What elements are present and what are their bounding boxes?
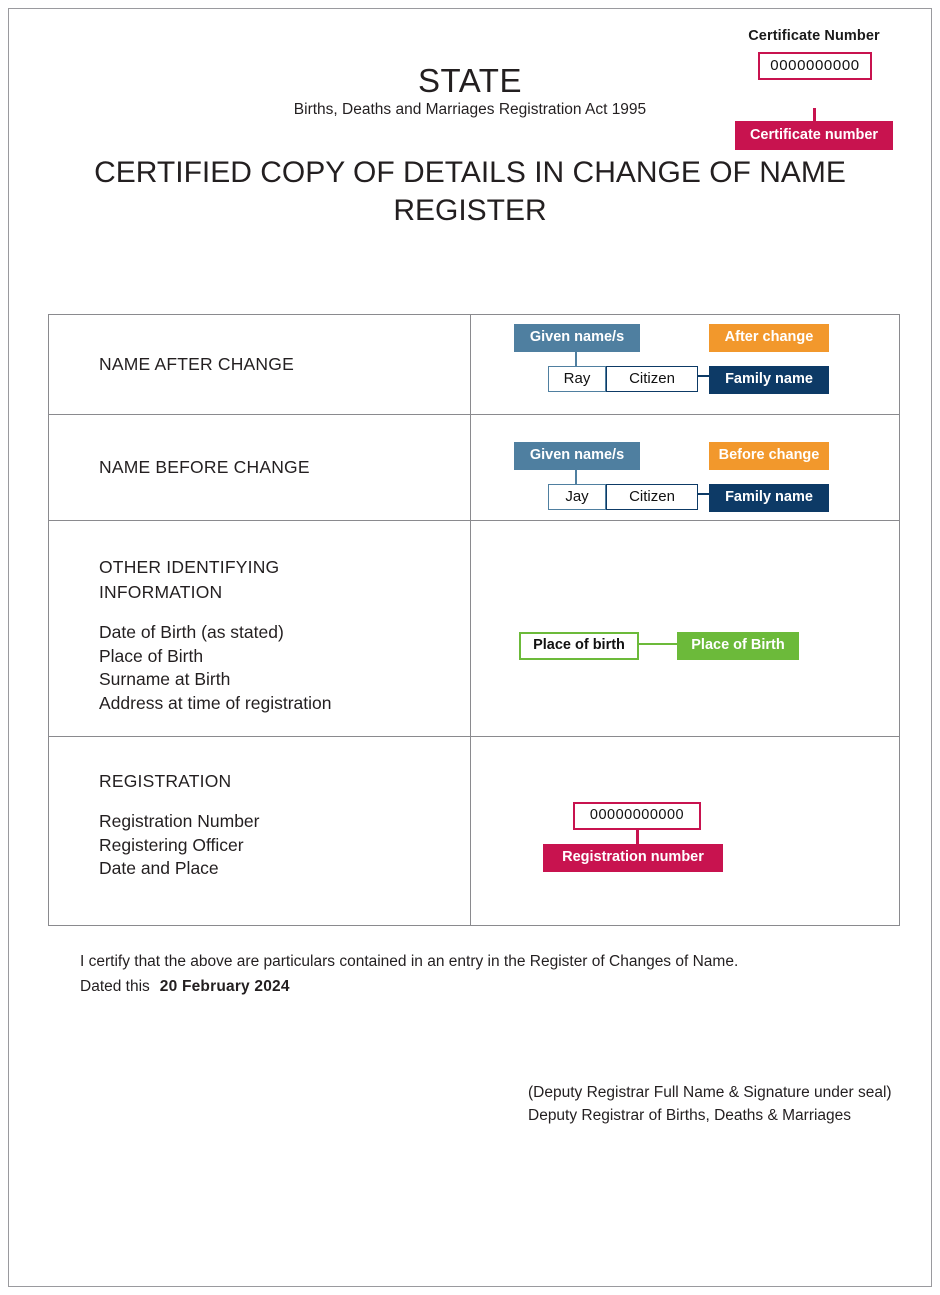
registration-item: Registering Officer <box>99 834 244 855</box>
signature-caption: (Deputy Registrar Full Name & Signature under seal) <box>528 1084 892 1101</box>
row-label-cell <box>49 415 471 520</box>
family-name-value-before: Citizen <box>606 484 698 510</box>
family-name-tag-before: Family name <box>709 484 829 512</box>
signature-title: Deputy Registrar of Births, Deaths & Marriages <box>528 1107 852 1124</box>
row-label-cell <box>49 315 471 414</box>
certificate-number-label: Certificate Number <box>748 28 880 44</box>
given-name-value-after: Ray <box>548 366 606 392</box>
given-names-tag-after: Given name/s <box>514 324 640 352</box>
registration-item: Date and Place <box>99 858 219 878</box>
family-name-value-after: Citizen <box>606 366 698 392</box>
other-info-item: Place of Birth <box>99 645 204 666</box>
table-row <box>49 315 899 415</box>
registration-number-tag: Registration number <box>543 844 723 872</box>
row-label-name-before-change: NAME BEFORE CHANGE <box>99 457 310 477</box>
table-row <box>49 521 899 737</box>
row-value-cell <box>471 737 899 925</box>
details-table <box>48 314 900 926</box>
other-info-item: Surname at Birth <box>99 669 231 689</box>
place-of-birth-connector <box>639 643 677 645</box>
row-value-cell <box>471 315 899 414</box>
row-label-registration: REGISTRATION <box>99 771 232 791</box>
row-label-cell <box>49 521 471 736</box>
dated-line <box>80 974 860 999</box>
family-name-tag-after: Family name <box>709 366 829 394</box>
table-row <box>49 737 899 925</box>
dated-label: Dated this <box>80 978 150 995</box>
certificate-number-value: 0000000000 <box>758 52 871 80</box>
page-title: CERTIFIED COPY OF DETAILS IN CHANGE OF NAME REGISTER <box>94 156 846 227</box>
after-change-tag: After change <box>709 324 829 352</box>
row-label-name-after-change: NAME AFTER CHANGE <box>99 354 294 374</box>
given-names-tag-before: Given name/s <box>514 442 640 470</box>
place-of-birth-value: Place of birth <box>519 632 639 660</box>
state-title: STATE <box>418 62 522 99</box>
row-label-cell <box>49 737 471 925</box>
act-subtitle: Births, Deaths and Marriages Registration Act 1995 <box>293 101 647 118</box>
row-label-other-identifying-2: INFORMATION <box>99 582 223 602</box>
registration-number-value: 00000000000 <box>573 802 701 830</box>
given-name-value-before: Jay <box>548 484 606 510</box>
row-value-cell <box>471 415 899 520</box>
dated-value: 20 February 2024 <box>159 978 290 995</box>
row-label-other-identifying-1: OTHER IDENTIFYING <box>99 557 280 577</box>
registration-item: Registration Number <box>99 811 260 831</box>
row-value-cell <box>471 521 899 736</box>
certification-block <box>80 949 860 999</box>
certify-statement: I certify that the above are particulars contained in an entry in the Register of Changes of Name. <box>80 953 739 970</box>
certificate-number-tag: Certificate number <box>735 121 893 150</box>
other-info-item: Date of Birth (as stated) <box>99 622 284 642</box>
table-row <box>49 415 899 521</box>
other-info-item: Address at time of registration <box>99 692 332 713</box>
certificate-number-block <box>735 28 895 143</box>
place-of-birth-tag: Place of Birth <box>677 632 799 660</box>
before-change-tag: Before change <box>709 442 829 470</box>
signature-block <box>528 1081 908 1127</box>
